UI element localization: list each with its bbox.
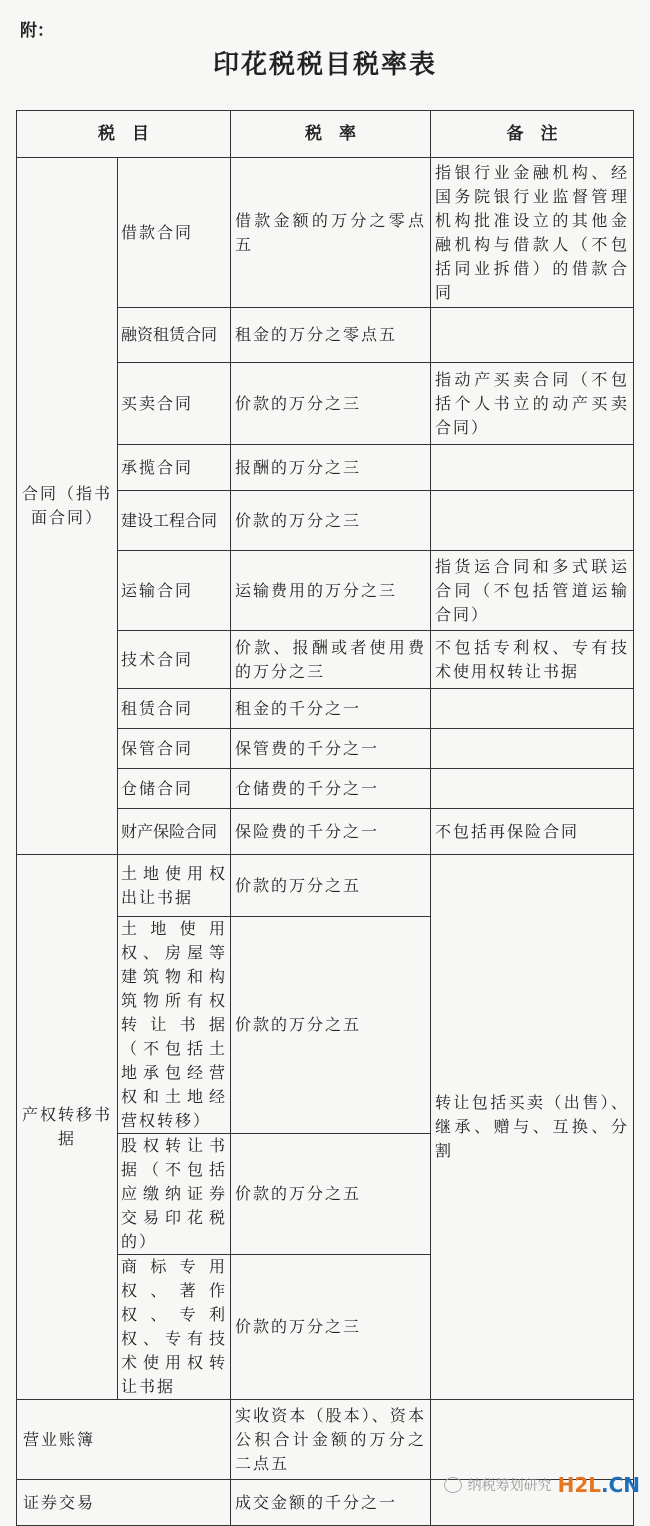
item-rate: 报酬的万分之三 (231, 445, 431, 491)
tax-rate-table (16, 110, 634, 1526)
page-title: 印花税税目税率表 (212, 50, 437, 80)
column-header-item: 税 目 (17, 111, 231, 158)
item-name: 股权转让书据（不包括应缴纳证券交易印花税的） (118, 1134, 231, 1255)
item-rate: 价款的万分之五 (231, 1134, 431, 1255)
item-name: 技术合同 (118, 631, 231, 689)
wechat-icon (444, 1477, 462, 1493)
item-note: 指动产买卖合同（不包括个人书立的动产买卖合同） (431, 363, 634, 445)
item-note (431, 491, 634, 551)
item-note: 指银行业金融机构、经国务院银行业监督管理机构批准设立的其他金融机构与借款人（不包括同业拆借）的借款合同 (431, 158, 634, 308)
item-rate: 借款金额的万分之零点五 (231, 158, 431, 308)
item-name: 营业账簿 (17, 1400, 231, 1480)
logo-h2l: H2L (557, 1473, 601, 1497)
attachment-label: 附： (20, 21, 54, 41)
item-rate: 价款的万分之三 (231, 491, 431, 551)
item-name: 证券交易 (17, 1480, 231, 1526)
item-name: 运输合同 (118, 551, 231, 631)
watermark (444, 1473, 640, 1497)
item-name: 土地使用权出让书据 (118, 855, 231, 917)
table-header-row (17, 111, 634, 158)
item-name: 仓储合同 (118, 769, 231, 809)
watermark-text: 纳税筹划研究 (467, 1478, 552, 1494)
item-note (431, 769, 634, 809)
item-name: 承揽合同 (118, 445, 231, 491)
logo-cn: .CN (600, 1473, 640, 1497)
item-note (431, 308, 634, 363)
site-logo (558, 1473, 640, 1497)
item-name: 财产保险合同 (118, 809, 231, 855)
item-rate: 租金的万分之零点五 (231, 308, 431, 363)
item-name: 保管合同 (118, 729, 231, 769)
item-note (431, 689, 634, 729)
item-rate: 价款的万分之三 (231, 1255, 431, 1400)
item-note (431, 445, 634, 491)
item-note: 不包括再保险合同 (431, 809, 634, 855)
item-rate: 价款的万分之五 (231, 917, 431, 1134)
item-note: 不包括专利权、专有技术使用权转让书据 (431, 631, 634, 689)
column-header-rate: 税 率 (231, 111, 431, 158)
item-name: 建设工程合同 (118, 491, 231, 551)
table-row (17, 1400, 634, 1480)
transfer-note: 转让包括买卖（出售）、继承、赠与、互换、分割 (431, 855, 634, 1400)
item-rate: 价款的万分之三 (231, 363, 431, 445)
item-rate: 价款、报酬或者使用费的万分之三 (231, 631, 431, 689)
table-row (17, 158, 634, 308)
item-rate: 租金的千分之一 (231, 689, 431, 729)
item-name: 融资租赁合同 (118, 308, 231, 363)
item-rate: 实收资本（股本）、资本公积合计金额的万分之二点五 (231, 1400, 431, 1480)
group-transfer: 产权转移书据 (17, 855, 118, 1400)
column-header-note: 备 注 (431, 111, 634, 158)
item-rate: 价款的万分之五 (231, 855, 431, 917)
item-name: 租赁合同 (118, 689, 231, 729)
item-name: 买卖合同 (118, 363, 231, 445)
item-rate: 保管费的千分之一 (231, 729, 431, 769)
group-contracts: 合同（指书面合同） (17, 158, 118, 855)
item-note (431, 729, 634, 769)
item-name: 商标专用权、著作权、专利权、专有技术使用权转让书据 (118, 1255, 231, 1400)
item-rate: 运输费用的万分之三 (231, 551, 431, 631)
item-name: 土地使用权、房屋等建筑物和构筑物所有权转让书据（不包括土地承包经营权和土地经营权转移） (118, 917, 231, 1134)
item-name: 借款合同 (118, 158, 231, 308)
item-rate: 成交金额的千分之一 (231, 1480, 431, 1526)
table-row (17, 855, 634, 917)
item-note: 指货运合同和多式联运合同（不包括管道运输合同） (431, 551, 634, 631)
item-rate: 保险费的千分之一 (231, 809, 431, 855)
item-rate: 仓储费的千分之一 (231, 769, 431, 809)
item-note (431, 1400, 634, 1480)
